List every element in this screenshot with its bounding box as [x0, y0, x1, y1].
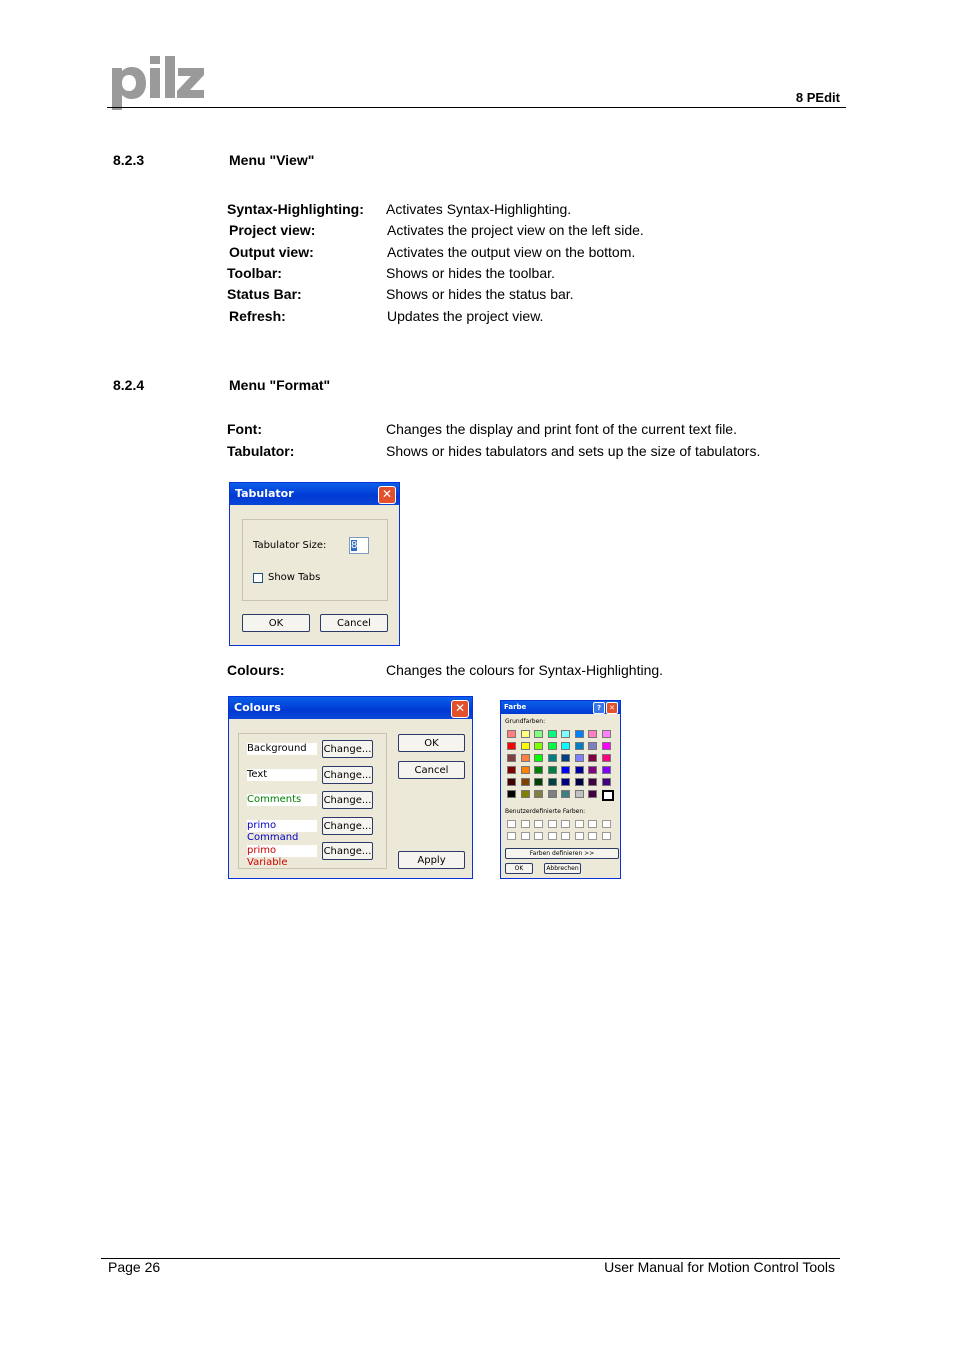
basic-color-swatch[interactable] [548, 766, 557, 774]
custom-color-swatch[interactable] [561, 832, 570, 840]
cancel-button[interactable]: Cancel [398, 761, 465, 779]
custom-color-swatch[interactable] [575, 832, 584, 840]
basic-color-swatch[interactable] [507, 754, 516, 762]
term-output-view: Output view: [229, 244, 314, 260]
term-font: Font: [227, 421, 262, 437]
header-divider [107, 107, 846, 108]
colours-dialog-titlebar[interactable] [229, 697, 472, 719]
term-syntax-highlighting: Syntax-Highlighting: [227, 201, 364, 217]
basic-color-swatch[interactable] [507, 790, 516, 798]
custom-color-swatch[interactable] [548, 832, 557, 840]
tabulator-size-input[interactable] [349, 537, 369, 554]
custom-color-swatch[interactable] [588, 820, 597, 828]
basic-color-swatch[interactable] [507, 730, 516, 738]
colour-label: Background [247, 743, 317, 755]
section-title: Menu "View" [229, 152, 315, 168]
tabulator-size-value: 8 [351, 540, 358, 551]
term-project-view: Project view: [229, 222, 316, 238]
basic-color-swatch[interactable] [507, 778, 516, 786]
show-tabs-label: Show Tabs [268, 572, 321, 583]
colour-label: Text [247, 769, 317, 781]
basic-color-swatch[interactable] [548, 742, 557, 750]
custom-color-swatch[interactable] [534, 820, 543, 828]
basic-color-swatch[interactable] [588, 754, 597, 762]
desc-project-view: Activates the project view on the left side. [387, 222, 644, 238]
basic-color-swatch[interactable] [548, 754, 557, 762]
custom-color-swatch[interactable] [602, 820, 611, 828]
basic-color-swatch[interactable] [602, 766, 611, 774]
manual-title: User Manual for Motion Control Tools [604, 1259, 835, 1275]
basic-color-swatch[interactable] [534, 754, 543, 762]
pilz-logo [110, 54, 206, 110]
ok-button[interactable]: OK [398, 734, 465, 752]
term-toolbar: Toolbar: [227, 265, 282, 281]
basic-color-swatch[interactable] [602, 778, 611, 786]
show-tabs-checkbox[interactable] [253, 573, 263, 583]
basic-color-swatch[interactable] [534, 730, 543, 738]
desc-tabulator: Shows or hides tabulators and sets up the size of tabulators. [386, 443, 761, 459]
custom-color-swatch[interactable] [534, 832, 543, 840]
cancel-button[interactable]: Abbrechen [544, 863, 581, 874]
basic-color-swatch[interactable] [602, 730, 611, 738]
basic-color-swatch[interactable] [534, 766, 543, 774]
colours-dialog-title: Colours [234, 701, 281, 714]
term-status-bar: Status Bar: [227, 286, 302, 302]
change-button[interactable]: Change... [322, 740, 373, 758]
term-tabulator: Tabulator: [227, 443, 295, 459]
colour-label: primo Command [247, 820, 317, 832]
basic-color-swatch[interactable] [561, 742, 570, 750]
custom-color-swatch[interactable] [521, 820, 530, 828]
desc-output-view: Activates the output view on the bottom. [387, 244, 636, 260]
basic-color-swatch[interactable] [588, 778, 597, 786]
basic-color-swatch[interactable] [602, 742, 611, 750]
custom-color-swatch[interactable] [507, 832, 516, 840]
tabulator-group [242, 519, 388, 601]
basic-color-swatch[interactable] [534, 778, 543, 786]
basic-color-swatch[interactable] [575, 742, 584, 750]
desc-toolbar: Shows or hides the toolbar. [386, 265, 555, 281]
ok-button[interactable]: OK [242, 614, 310, 632]
close-icon[interactable]: ✕ [606, 702, 618, 714]
basic-color-swatch[interactable] [588, 790, 597, 798]
basic-color-swatch[interactable] [561, 730, 570, 738]
basic-color-swatch[interactable] [521, 730, 530, 738]
custom-color-swatch[interactable] [548, 820, 557, 828]
tabulator-size-label: Tabulator Size: [253, 540, 327, 551]
basic-colors-label: Grundfarben: [505, 718, 546, 725]
basic-color-swatch[interactable] [548, 790, 557, 798]
custom-colors-label: Benutzerdefinierte Farben: [505, 808, 586, 815]
basic-color-swatch[interactable] [588, 730, 597, 738]
basic-color-swatch[interactable] [507, 742, 516, 750]
section-number: 8.2.3 [113, 152, 145, 168]
basic-color-swatch[interactable] [534, 790, 543, 798]
basic-color-swatch[interactable] [521, 742, 530, 750]
page-number: Page 26 [108, 1259, 161, 1275]
apply-button[interactable]: Apply [398, 851, 465, 869]
desc-syntax-highlighting: Activates Syntax-Highlighting. [386, 201, 572, 217]
colour-label: primo Variable [247, 845, 317, 857]
farbe-dialog-titlebar[interactable] [501, 701, 620, 714]
basic-color-swatch[interactable] [561, 790, 570, 798]
basic-color-swatch[interactable] [575, 778, 584, 786]
desc-font: Changes the display and print font of the current text file. [386, 421, 737, 437]
basic-color-swatch[interactable] [602, 790, 614, 801]
basic-color-swatch[interactable] [602, 754, 611, 762]
tabulator-dialog-title: Tabulator [235, 487, 294, 500]
custom-color-swatch[interactable] [521, 832, 530, 840]
close-icon[interactable]: ✕ [451, 700, 469, 718]
farbe-dialog-title: Farbe [504, 703, 527, 711]
basic-color-swatch[interactable] [521, 790, 530, 798]
ok-button[interactable]: OK [505, 863, 533, 874]
basic-color-swatch[interactable] [575, 730, 584, 738]
farbe-dialog [500, 700, 621, 879]
colours-dialog [228, 696, 473, 879]
change-button[interactable]: Change... [322, 791, 373, 809]
basic-color-swatch[interactable] [561, 766, 570, 774]
custom-color-swatch[interactable] [561, 820, 570, 828]
basic-color-swatch[interactable] [548, 778, 557, 786]
section-number: 8.2.4 [113, 377, 145, 393]
basic-color-swatch[interactable] [548, 730, 557, 738]
desc-status-bar: Shows or hides the status bar. [386, 286, 574, 302]
basic-color-swatch[interactable] [588, 766, 597, 774]
basic-color-swatch[interactable] [561, 754, 570, 762]
custom-color-swatch[interactable] [575, 820, 584, 828]
basic-color-swatch[interactable] [534, 742, 543, 750]
basic-color-swatch[interactable] [521, 766, 530, 774]
custom-color-swatch[interactable] [602, 832, 611, 840]
change-button[interactable]: Change... [322, 842, 373, 860]
custom-color-swatch[interactable] [507, 820, 516, 828]
basic-color-swatch[interactable] [521, 778, 530, 786]
basic-color-swatch[interactable] [521, 754, 530, 762]
term-refresh: Refresh: [229, 308, 286, 324]
change-button[interactable]: Change... [322, 817, 373, 835]
basic-color-swatch[interactable] [575, 754, 584, 762]
basic-color-swatch[interactable] [507, 766, 516, 774]
close-icon[interactable]: ✕ [378, 486, 396, 504]
basic-color-swatch[interactable] [575, 766, 584, 774]
cancel-button[interactable]: Cancel [320, 614, 388, 632]
desc-refresh: Updates the project view. [387, 308, 544, 324]
tabulator-dialog-titlebar[interactable] [230, 483, 399, 505]
section-title: Menu "Format" [229, 377, 331, 393]
tabulator-dialog [229, 482, 400, 646]
custom-color-swatch[interactable] [588, 832, 597, 840]
colour-label: Comments [247, 794, 317, 806]
desc-colours: Changes the colours for Syntax-Highlighting. [386, 662, 664, 678]
term-colours: Colours: [227, 662, 285, 678]
basic-color-swatch[interactable] [588, 742, 597, 750]
define-colors-button[interactable]: Farben definieren >> [505, 848, 619, 859]
chapter-label: 8 PEdit [795, 90, 840, 105]
change-button[interactable]: Change... [322, 766, 373, 784]
help-icon[interactable]: ? [593, 702, 605, 714]
basic-color-swatch[interactable] [575, 790, 584, 798]
basic-color-swatch[interactable] [561, 778, 570, 786]
